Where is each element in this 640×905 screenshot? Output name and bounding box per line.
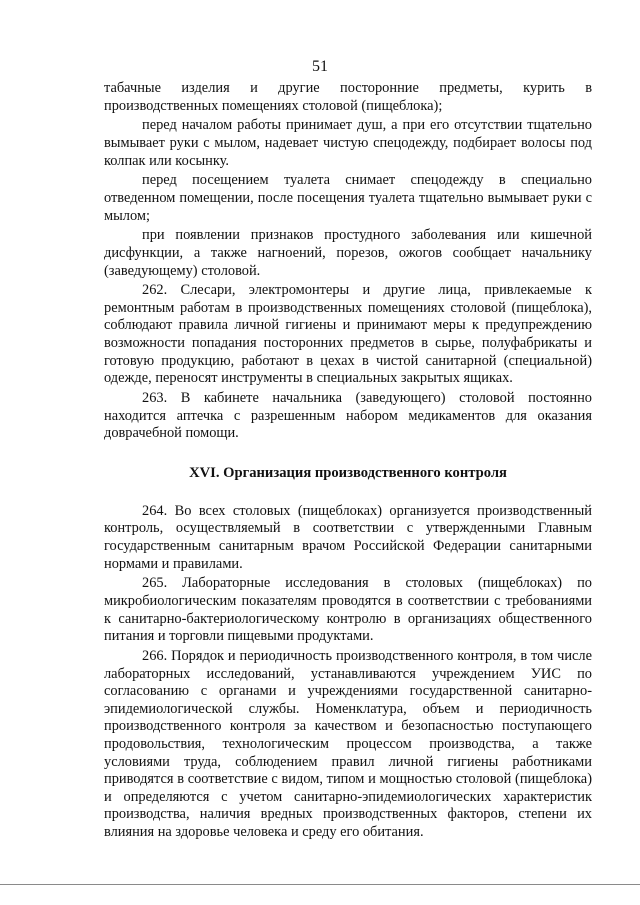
paragraph-illness-symptoms: при появлении признаков простудного заболевания или кишечной дисфункции, а также нагноений, порезов, ожогов сообщает начальнику (заведующему) столовой.	[104, 227, 592, 279]
paragraph-toilet-visit: перед посещением туалета снимает спецодежду в специально отведенном помещении, после посещения туалета тщательно вымывает руки с мылом;	[104, 172, 592, 224]
page-number: 51	[312, 58, 328, 75]
paragraph-continuation: табачные изделия и другие посторонние предметы, курить в производственных помещениях столовой (пищеблока);	[104, 80, 592, 114]
document-body	[104, 80, 592, 841]
paragraph-262: 262. Слесари, электромонтеры и другие лица, привлекаемые к ремонтным работам в производственных помещениях столовой (пищеблока), соблюдают правила личной гигиены и принимают меры к предупреждению возможности попадания посторонних предметов в сырье, полуфабрикаты и готовую продукцию, работают в цехах в чистой санитарной (специальной) одежде, переносят инструменты в специальных закрытых ящиках.	[104, 282, 592, 387]
paragraph-265: 265. Лабораторные исследования в столовых (пищеблоках) по микробиологическим показателям проводятся в соответствии с требованиями к санитарно-бактериологическому контролю в организациях общественного питания и торговли пищевыми продуктами.	[104, 575, 592, 645]
paragraph-263: 263. В кабинете начальника (заведующего) столовой постоянно находится аптечка с разрешенным набором медикаментов для оказания доврачебной помощи.	[104, 390, 592, 442]
paragraph-264: 264. Во всех столовых (пищеблоках) организуется производственный контроль, осуществляемый в соответствии с утвержденными Главным государственным санитарным врачом Российской Федерации санитарными нормами и правилами.	[104, 502, 592, 572]
page-bottom-rule	[0, 884, 640, 885]
section-heading: XVI. Организация производственного контроля	[189, 464, 507, 481]
paragraph-266: 266. Порядок и периодичность производственного контроля, в том числе лабораторных исследований, устанавливаются учреждением УИС по согласованию с органами и учреждениями государственной санитарно-эпидемиологической службы. Номенклатура, объем и периодичность производственного контроля за качеством и безопасностью поступающего продовольствия, технологическим процессом производства, а также условиями труда, соблюдением правил личной гигиены работниками приводятся в соответствие с видом, типом и мощностью столовой (пищеблока) и определяются с учетом санитарно-эпидемиологических характеристик производства, наличия вредных производственных факторов, степени их влияния на здоровье человека и среду его обитания.	[104, 647, 592, 840]
paragraph-shower-before-work: перед началом работы принимает душ, а при его отсутствии тщательно вымывает руки с мылом, надевает чистую спецодежду, подбирает волосы под колпак или косынку.	[104, 117, 592, 169]
